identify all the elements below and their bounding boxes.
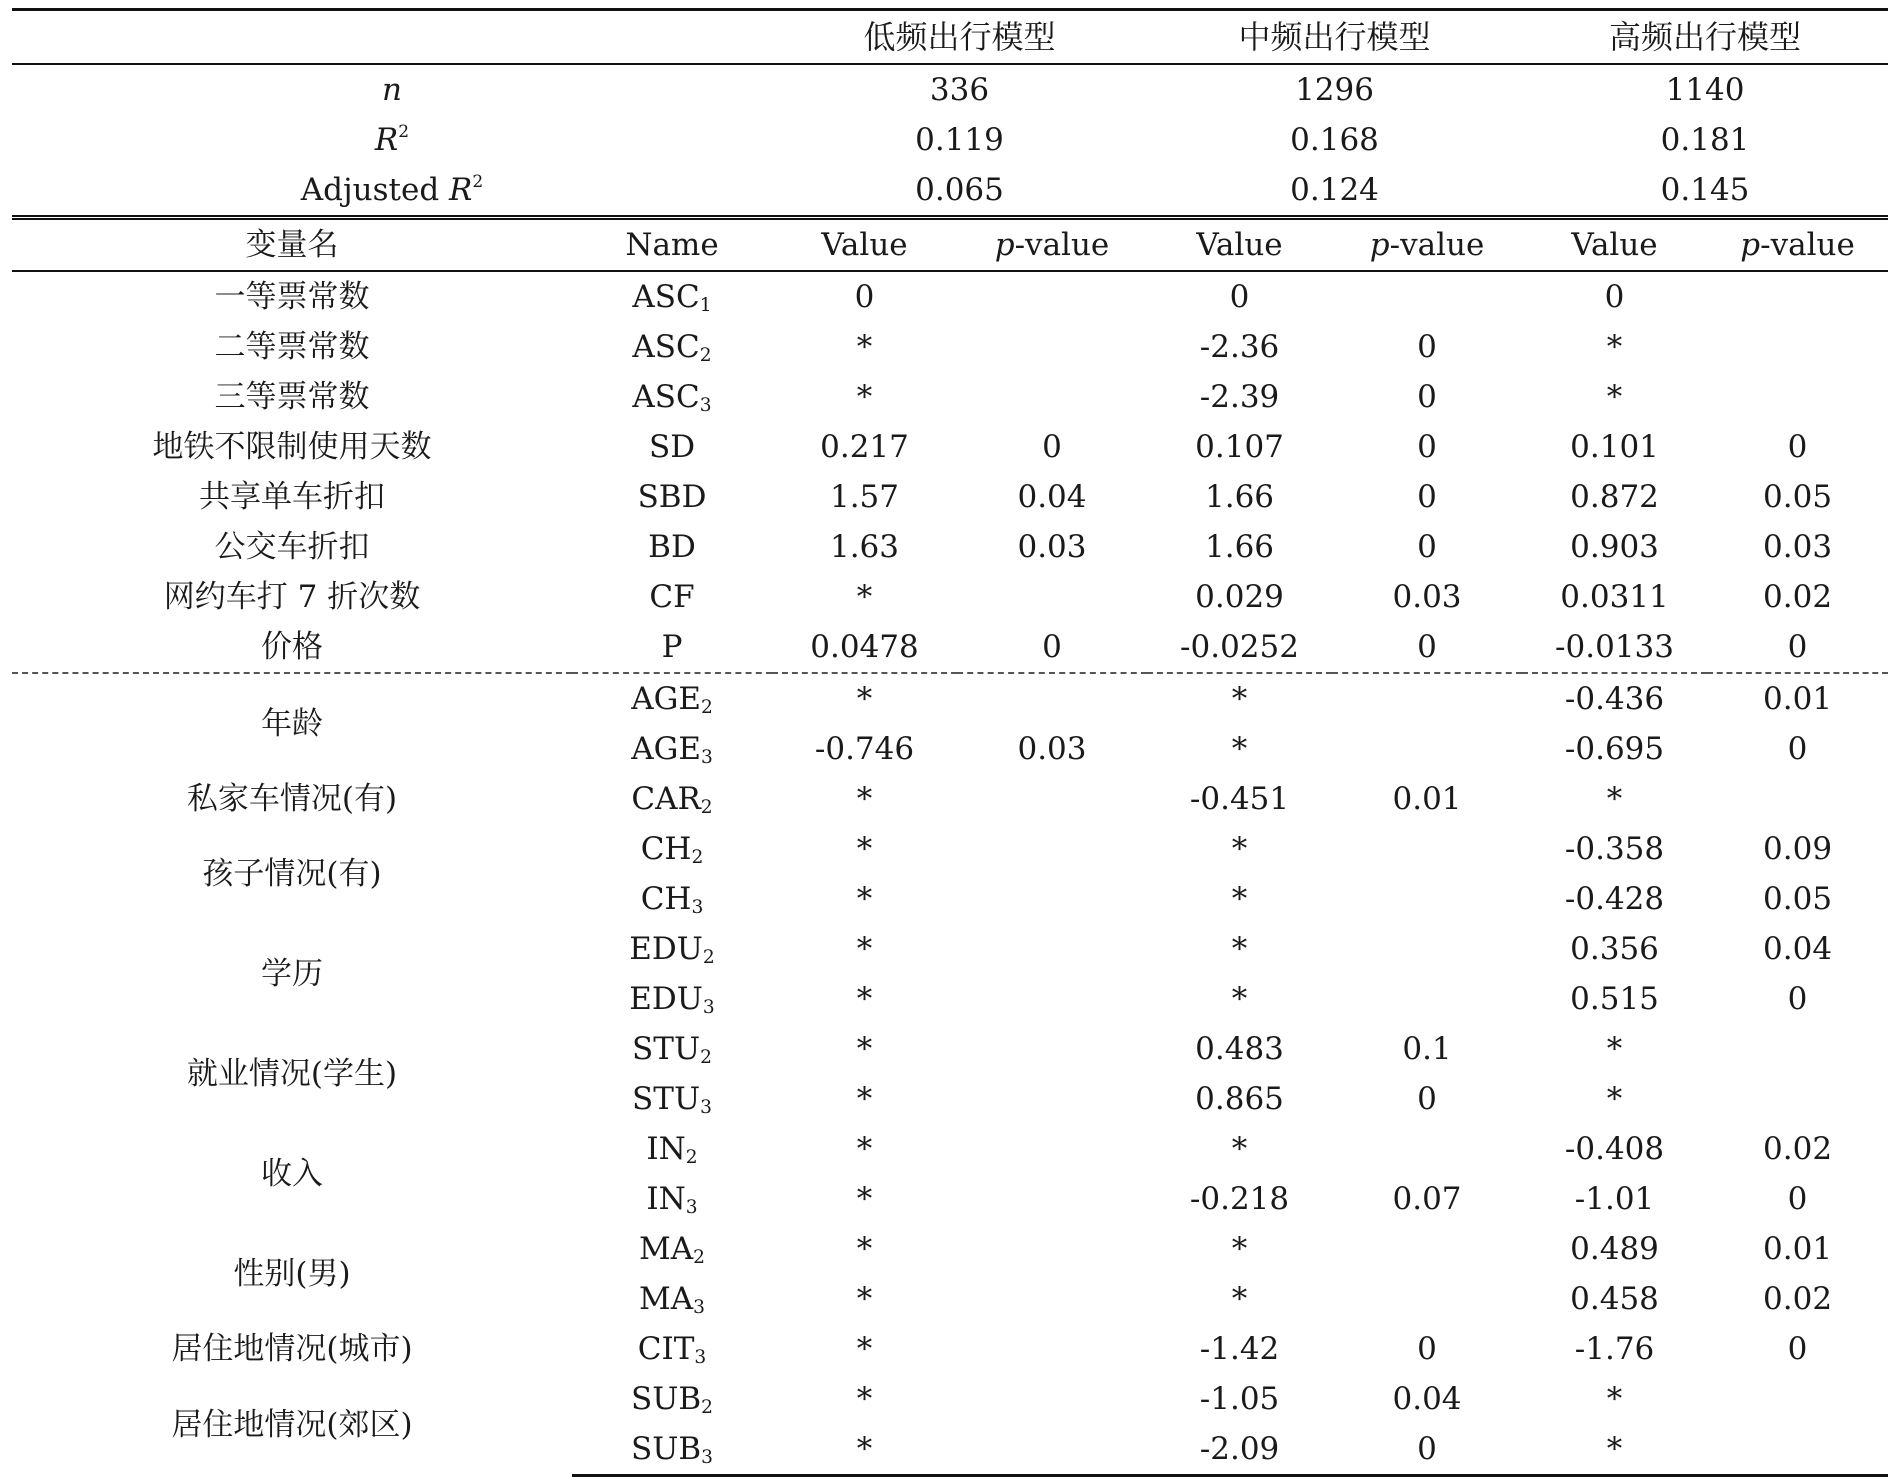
pvalue-cell (1332, 1124, 1522, 1174)
pvalue-cell: 0 (1332, 1424, 1522, 1476)
value-cell: * (856, 579, 873, 615)
corner-cell (12, 10, 572, 65)
code-subscript: 1 (699, 295, 712, 316)
col-header-name: Name (572, 218, 772, 272)
code-base: P (661, 629, 683, 665)
code-subscript: 3 (702, 997, 715, 1018)
pvalue-cell: 0 (1787, 731, 1808, 767)
pvalue-p: p (994, 227, 1015, 263)
variable-code (572, 1324, 772, 1374)
variable-code (572, 673, 772, 724)
code-base: STU (632, 1031, 701, 1067)
value-cell: * (1231, 1131, 1248, 1167)
stat-label (12, 115, 772, 165)
pvalue-cell (1707, 372, 1888, 422)
code-subscript: 3 (685, 1197, 698, 1218)
value-cell: -0.451 (1189, 781, 1290, 817)
value-cell: * (856, 1031, 873, 1067)
corner-cell (572, 10, 772, 65)
value-cell: 0 (1604, 279, 1625, 315)
pvalue-cell (1707, 322, 1888, 372)
value-cell: * (856, 1231, 873, 1267)
code-subscript: 2 (702, 947, 715, 968)
code-subscript: 2 (700, 797, 713, 818)
pvalue-cell: 0 (957, 622, 1147, 673)
pvalue-cell (957, 774, 1147, 824)
variable-label: 二等票常数 (214, 329, 370, 365)
stat-label (12, 64, 772, 115)
code-subscript: 3 (701, 1447, 713, 1468)
value-cell: 0.0478 (772, 622, 957, 673)
value-cell: * (1231, 881, 1248, 917)
code-subscript: 2 (700, 1047, 712, 1068)
pvalue-cell: 0.04 (1763, 931, 1833, 967)
value-cell: * (1606, 1381, 1623, 1417)
code-base: CIT (637, 1331, 695, 1367)
col-header-value: Value (772, 218, 957, 272)
pvalue-cell: 0.1 (1402, 1031, 1452, 1067)
pvalue-cell: 0 (1787, 1331, 1808, 1367)
variable-code (572, 1424, 772, 1476)
value-cell: * (856, 1381, 873, 1417)
value-cell: * (856, 1081, 873, 1117)
pvalue-cell (1707, 1074, 1888, 1124)
variable-label: 居住地情况(郊区) (171, 1406, 413, 1443)
value-cell: * (1606, 1031, 1623, 1067)
variable-code (572, 774, 772, 824)
value-cell: -0.0252 (1147, 622, 1332, 673)
stat-label (12, 165, 772, 218)
pvalue-cell: 0.01 (1763, 1231, 1833, 1267)
value-cell: * (856, 831, 873, 867)
table-row (12, 924, 1888, 974)
value-cell: 0.515 (1570, 981, 1659, 1017)
pvalue-cell: 0.05 (1763, 881, 1833, 917)
variable-code (572, 271, 772, 322)
variable-code (572, 1124, 772, 1174)
variable-code (572, 472, 772, 522)
code-base: MA (639, 1281, 694, 1317)
variable-code (572, 874, 772, 924)
value-cell: 1.63 (829, 529, 900, 565)
code-base: SUB (631, 1381, 702, 1417)
value-cell: * (1231, 1281, 1248, 1317)
value-cell: 0.865 (1195, 1081, 1284, 1117)
variable-label: 公交车折扣 (214, 529, 370, 565)
pvalue-cell: 0 (1787, 981, 1808, 1017)
value-cell: * (1606, 1081, 1623, 1117)
value-cell: -1.05 (1199, 1381, 1280, 1417)
stat-row (12, 64, 1888, 115)
code-base: AGE (631, 681, 701, 717)
pvalue-cell (957, 1124, 1147, 1174)
pvalue-cell (957, 1174, 1147, 1224)
value-cell: 0 (854, 279, 875, 315)
value-cell: * (856, 1331, 873, 1367)
value-cell: * (1522, 1424, 1707, 1476)
pvalue-cell: 0 (1417, 1331, 1437, 1367)
variable-code (572, 824, 772, 874)
value-cell: -2.39 (1199, 379, 1280, 415)
variable-label: 网约车打 7 折次数 (163, 579, 421, 615)
pvalue-cell (1707, 1374, 1888, 1424)
pvalue-cell (957, 874, 1147, 924)
stat-row (12, 165, 1888, 218)
value-cell: * (1231, 981, 1248, 1017)
code-base: CF (649, 579, 695, 615)
value-cell: 0 (1229, 279, 1250, 315)
value-cell: -2.36 (1199, 329, 1280, 365)
pvalue-cell: 0.09 (1763, 831, 1833, 867)
variable-code (572, 1074, 772, 1124)
table-row (12, 271, 1888, 322)
pvalue-cell (957, 1324, 1147, 1374)
value-cell: * (856, 681, 873, 717)
code-base: IN (646, 1131, 686, 1167)
variable-label: 性别(男) (233, 1256, 351, 1292)
pvalue-cell (957, 1224, 1147, 1274)
pvalue-cell (957, 1424, 1147, 1476)
stat-symbol: R (374, 122, 399, 158)
pvalue-cell (957, 673, 1147, 724)
table-row (12, 522, 1888, 572)
pvalue-cell: 0.02 (1763, 1131, 1833, 1167)
stat-prefix: Adjusted (300, 172, 450, 208)
variable-code (572, 372, 772, 422)
pvalue-p: p (1369, 227, 1390, 263)
pvalue-cell (957, 824, 1147, 874)
variable-code (572, 572, 772, 622)
pvalue-cell: 0 (1417, 529, 1437, 565)
col-header-value: Value (1147, 218, 1332, 272)
value-cell: 0.903 (1570, 529, 1659, 565)
col-header-pvalue (957, 218, 1147, 272)
variable-code (572, 1224, 772, 1274)
pvalue-cell (957, 1074, 1147, 1124)
table-row (12, 572, 1888, 622)
value-cell: * (856, 881, 873, 917)
stat-value: 0.119 (915, 122, 1004, 158)
pvalue-cell (1332, 724, 1522, 774)
pvalue-cell (1332, 974, 1522, 1024)
pvalue-cell: 0.05 (1763, 479, 1833, 515)
value-cell: -0.428 (1564, 881, 1665, 917)
pvalue-cell (1332, 1274, 1522, 1324)
value-cell: * (856, 1181, 873, 1217)
stat-superscript: 2 (472, 172, 484, 192)
table-row (12, 1324, 1888, 1374)
pvalue-cell: 0 (1332, 622, 1522, 673)
value-cell: -2.09 (1147, 1424, 1332, 1476)
variable-code (572, 724, 772, 774)
code-subscript: 2 (691, 847, 704, 868)
stat-value: 0.181 (1660, 122, 1750, 158)
code-subscript: 2 (693, 1247, 705, 1268)
model-header-row (12, 10, 1888, 65)
code-base: BD (648, 529, 696, 565)
stat-value: 0.124 (1147, 165, 1522, 218)
value-cell: 0.458 (1570, 1281, 1659, 1317)
pvalue-cell (1332, 924, 1522, 974)
pvalue-cell: 0.07 (1392, 1181, 1462, 1217)
value-cell: * (856, 329, 873, 365)
code-subscript: 2 (685, 1147, 698, 1168)
value-cell: -0.358 (1564, 831, 1665, 867)
col-header-pvalue (1707, 218, 1888, 272)
pvalue-cell (1707, 1424, 1888, 1476)
pvalue-cell (957, 974, 1147, 1024)
code-base: ASC (632, 279, 700, 315)
pvalue-cell: 0.02 (1763, 1281, 1833, 1317)
value-cell: 0.356 (1570, 931, 1659, 967)
stat-value: 0.065 (772, 165, 1147, 218)
value-cell: -1.76 (1574, 1331, 1655, 1367)
pvalue-cell (957, 271, 1147, 322)
code-base: CAR (631, 781, 701, 817)
value-cell: * (1231, 831, 1248, 867)
column-header-row (12, 218, 1888, 272)
pvalue-p: p (1740, 227, 1761, 263)
code-subscript: 3 (699, 395, 712, 416)
pvalue-cell: 0 (1417, 1081, 1437, 1117)
variable-code (572, 1374, 772, 1424)
pvalue-suffix: -value (1760, 227, 1855, 263)
stat-value: 336 (929, 72, 990, 108)
pvalue-cell: 0.02 (1763, 579, 1833, 615)
value-cell: * (856, 981, 873, 1017)
value-cell: * (856, 1131, 873, 1167)
stat-row (12, 115, 1888, 165)
stat-value: 0.145 (1522, 165, 1888, 218)
code-base: SUB (631, 1431, 702, 1467)
value-cell: 0.489 (1570, 1231, 1659, 1267)
variable-label: 共享单车折扣 (199, 479, 385, 515)
value-cell: 0.029 (1195, 579, 1284, 615)
col-header-variable: 变量名 (12, 218, 572, 272)
value-cell: 0.483 (1195, 1031, 1284, 1067)
pvalue-cell (957, 1024, 1147, 1074)
value-cell: 0.872 (1570, 479, 1659, 515)
model-header: 中频出行模型 (1147, 10, 1522, 65)
variable-label: 私家车情况(有) (186, 781, 398, 817)
variable-code (572, 1024, 772, 1074)
variable-label: 居住地情况(城市) (171, 1331, 413, 1367)
value-cell: * (1231, 931, 1248, 967)
code-subscript: 3 (700, 747, 713, 768)
pvalue-cell (1332, 824, 1522, 874)
table-row (12, 1024, 1888, 1074)
pvalue-cell (957, 1374, 1147, 1424)
value-cell: -1.42 (1199, 1331, 1280, 1367)
table-row (12, 1124, 1888, 1174)
pvalue-cell (1332, 271, 1522, 322)
code-base: ASC (632, 329, 700, 365)
variable-code (572, 622, 772, 673)
value-cell: * (1606, 379, 1623, 415)
value-cell: 1.66 (1205, 529, 1275, 565)
pvalue-cell: 0 (1787, 1181, 1808, 1217)
value-cell: * (856, 931, 873, 967)
value-cell: * (856, 379, 873, 415)
pvalue-cell (957, 322, 1147, 372)
table-row (12, 1374, 1888, 1424)
model-header: 低频出行模型 (772, 10, 1147, 65)
pvalue-suffix: -value (1389, 227, 1485, 263)
pvalue-cell: 0.04 (1392, 1381, 1462, 1417)
pvalue-cell (1332, 1224, 1522, 1274)
value-cell: * (1606, 329, 1623, 365)
code-base: SBD (637, 479, 707, 515)
value-cell: 0.0311 (1560, 579, 1669, 615)
stat-value: 1296 (1295, 72, 1374, 108)
variable-code (572, 924, 772, 974)
variable-label: 价格 (12, 622, 572, 673)
pvalue-cell: 0 (1417, 329, 1437, 365)
value-cell: * (856, 781, 873, 817)
value-cell: -0.746 (814, 731, 915, 767)
pvalue-cell: 0 (1417, 379, 1437, 415)
pvalue-cell (1707, 271, 1888, 322)
variable-code (572, 522, 772, 572)
value-cell: * (772, 1424, 957, 1476)
value-cell: -0.408 (1564, 1131, 1665, 1167)
table-row (12, 824, 1888, 874)
value-cell: -0.695 (1564, 731, 1665, 767)
pvalue-cell: 0.03 (1017, 529, 1087, 565)
code-base: CH (640, 831, 692, 867)
pvalue-cell (1332, 673, 1522, 724)
value-cell: * (1231, 731, 1248, 767)
code-base: CH (640, 881, 692, 917)
variable-label: 地铁不限制使用天数 (152, 429, 432, 465)
pvalue-cell: 0.03 (1017, 731, 1087, 767)
variable-label: 就业情况(学生) (186, 1056, 398, 1092)
pvalue-cell (1707, 774, 1888, 824)
value-cell: * (1231, 681, 1248, 717)
code-subscript: 2 (700, 697, 713, 718)
code-subscript: 2 (701, 1397, 713, 1418)
pvalue-cell: 0 (1707, 622, 1888, 673)
col-header-value: Value (1522, 218, 1707, 272)
pvalue-cell (957, 572, 1147, 622)
table-row (12, 673, 1888, 724)
table-row (12, 774, 1888, 824)
col-header-pvalue (1332, 218, 1522, 272)
table-row (12, 322, 1888, 372)
value-cell: 0.107 (1195, 429, 1284, 465)
variable-code (572, 322, 772, 372)
value-cell: 0.101 (1570, 429, 1659, 465)
value-cell: 1.66 (1205, 479, 1275, 515)
pvalue-cell (957, 924, 1147, 974)
variable-code (572, 422, 772, 472)
table-row (12, 472, 1888, 522)
pvalue-cell: 0.03 (1763, 529, 1833, 565)
pvalue-cell: 0 (1042, 429, 1062, 465)
variable-label: 三等票常数 (214, 379, 370, 415)
code-base: EDU (629, 931, 703, 967)
value-cell: -1.01 (1574, 1181, 1655, 1217)
pvalue-cell: 0 (1417, 479, 1437, 515)
code-base: AGE (631, 731, 701, 767)
stat-superscript: 2 (398, 122, 410, 142)
pvalue-cell: 0 (1417, 429, 1437, 465)
value-cell: 1.57 (829, 479, 900, 515)
variable-label: 收入 (261, 1156, 323, 1192)
pvalue-cell: 0.03 (1392, 579, 1462, 615)
pvalue-cell (957, 1274, 1147, 1324)
pvalue-suffix: -value (1014, 227, 1110, 263)
variable-label: 学历 (261, 956, 323, 992)
table-row (12, 622, 1888, 673)
pvalue-cell (957, 372, 1147, 422)
stat-value: 1140 (1665, 72, 1745, 108)
results-table (12, 8, 1888, 1477)
pvalue-cell (1332, 874, 1522, 924)
model-header: 高频出行模型 (1522, 10, 1888, 65)
code-base: MA (639, 1231, 694, 1267)
code-subscript: 3 (700, 1097, 712, 1118)
value-cell: -0.218 (1189, 1181, 1290, 1217)
value-cell: * (1606, 781, 1623, 817)
pvalue-cell: 0.01 (1392, 781, 1462, 817)
code-subscript: 3 (693, 1297, 705, 1318)
stat-symbol: n (382, 72, 402, 108)
variable-label: 一等票常数 (214, 279, 370, 315)
pvalue-cell: 0.04 (1017, 479, 1087, 515)
variable-label: 孩子情况(有) (202, 856, 382, 892)
code-base: EDU (629, 981, 703, 1017)
value-cell: * (856, 1281, 873, 1317)
table-row (12, 372, 1888, 422)
variable-code (572, 1274, 772, 1324)
pvalue-cell: 0.01 (1763, 681, 1833, 717)
variable-code (572, 974, 772, 1024)
code-subscript: 3 (691, 897, 704, 918)
value-cell: -0.0133 (1522, 622, 1707, 673)
value-cell: 0.217 (820, 429, 909, 465)
pvalue-cell (1707, 1024, 1888, 1074)
code-base: IN (646, 1181, 686, 1217)
table-row (12, 422, 1888, 472)
code-base: STU (632, 1081, 701, 1117)
code-base: ASC (632, 379, 700, 415)
pvalue-cell: 0 (1787, 429, 1808, 465)
variable-code (572, 1174, 772, 1224)
value-cell: * (1231, 1231, 1248, 1267)
variable-label: 年龄 (261, 706, 323, 742)
code-subscript: 3 (694, 1347, 707, 1368)
code-base: SD (648, 429, 696, 465)
stat-value: 0.168 (1290, 122, 1379, 158)
stat-symbol: R (449, 172, 473, 208)
value-cell: -0.436 (1564, 681, 1665, 717)
table-row (12, 1224, 1888, 1274)
code-subscript: 2 (699, 345, 712, 366)
